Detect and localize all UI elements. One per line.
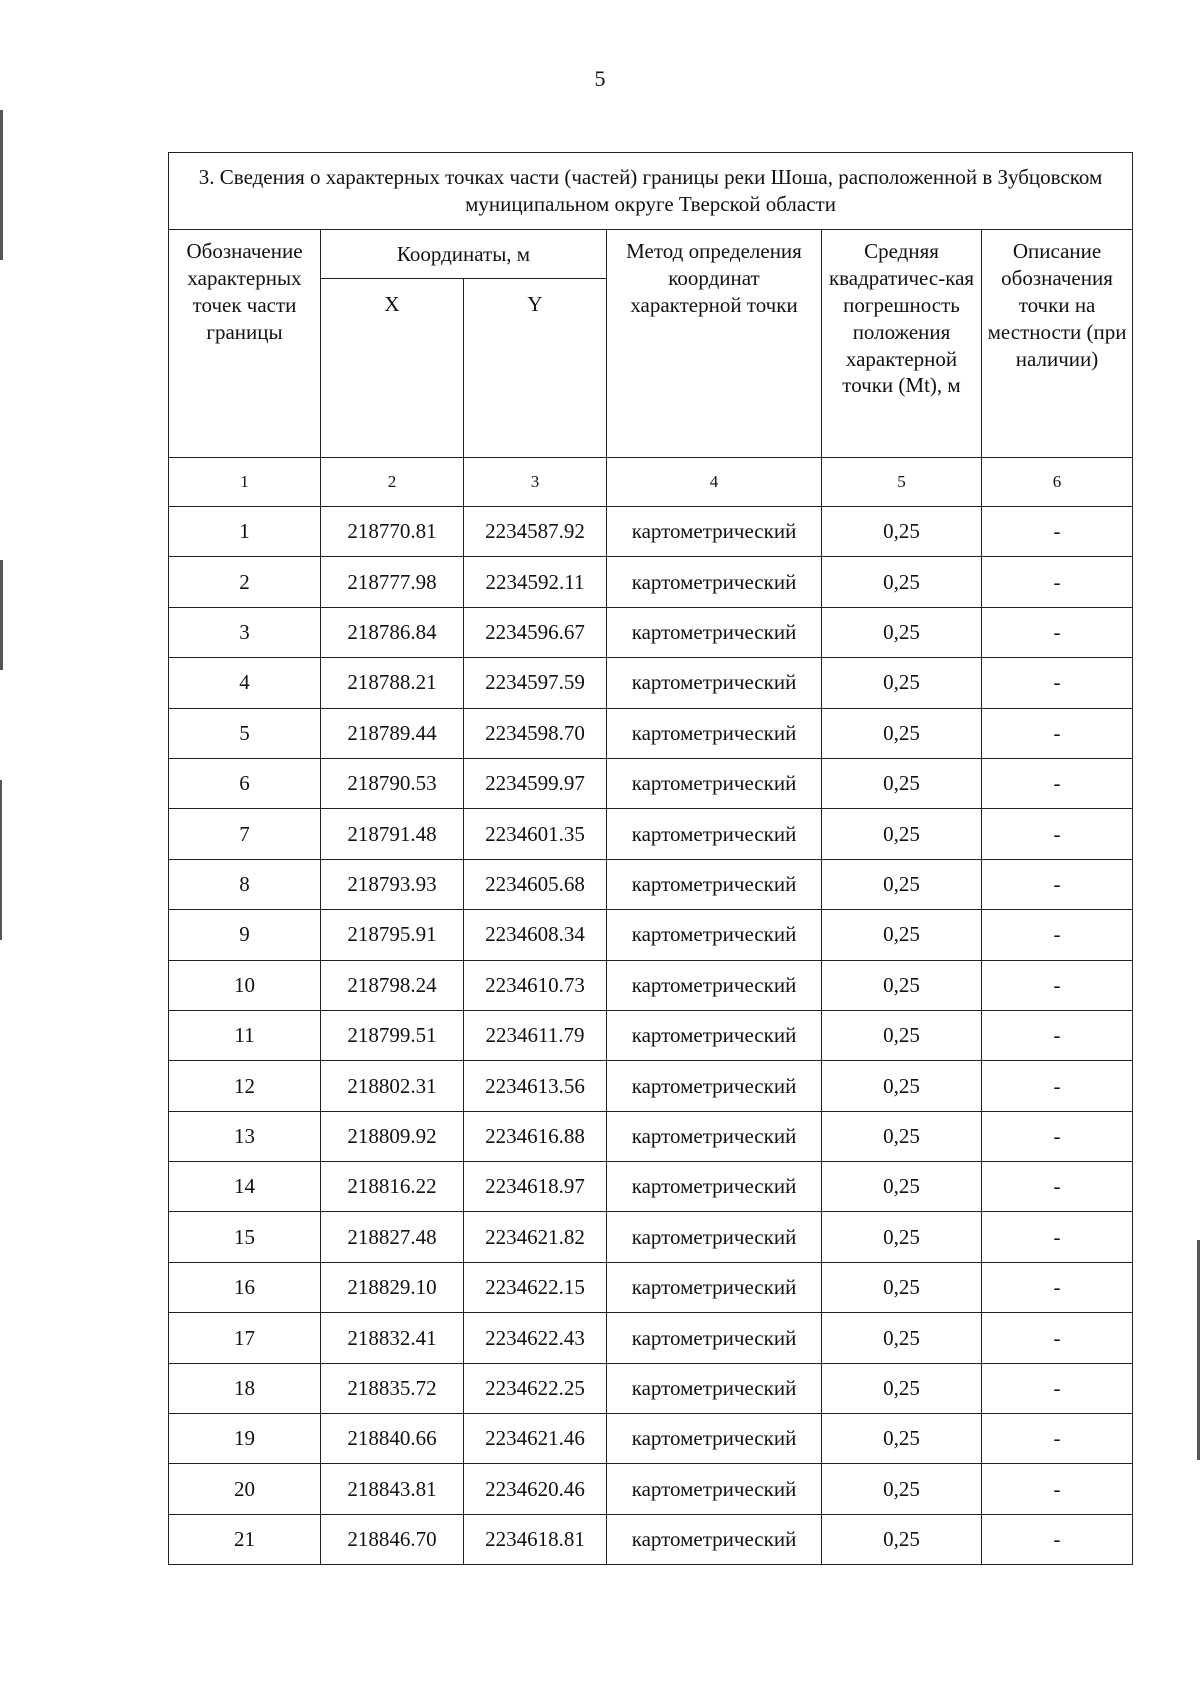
column-number: 5 [822,458,982,507]
cell-description: - [982,1514,1133,1564]
cell-point: 17 [169,1313,321,1363]
cell-description: - [982,1414,1133,1464]
cell-x: 218827.48 [321,1212,464,1262]
cell-point: 12 [169,1061,321,1111]
cell-error: 0,25 [822,1212,982,1262]
cell-point: 11 [169,1010,321,1060]
table-row [169,1212,1133,1262]
table-row [169,1262,1133,1312]
table-row [169,607,1133,657]
header-y: Y [464,279,607,458]
cell-error: 0,25 [822,910,982,960]
cell-error: 0,25 [822,1262,982,1312]
cell-error: 0,25 [822,1313,982,1363]
cell-description: - [982,507,1133,557]
cell-error: 0,25 [822,1061,982,1111]
table-row [169,557,1133,607]
column-number-row [169,458,1133,507]
cell-method: картометрический [607,960,822,1010]
cell-y: 2234592.11 [464,557,607,607]
cell-point: 21 [169,1514,321,1564]
cell-error: 0,25 [822,557,982,607]
cell-method: картометрический [607,1313,822,1363]
cell-method: картометрический [607,557,822,607]
cell-method: картометрический [607,1514,822,1564]
table-row [169,1111,1133,1161]
column-number: 3 [464,458,607,507]
cell-error: 0,25 [822,809,982,859]
cell-x: 218770.81 [321,507,464,557]
cell-y: 2234618.81 [464,1514,607,1564]
cell-point: 8 [169,859,321,909]
cell-description: - [982,960,1133,1010]
header-method: Метод определения координат характерной точки [607,230,822,458]
cell-description: - [982,1111,1133,1161]
cell-method: картометрический [607,708,822,758]
cell-error: 0,25 [822,1162,982,1212]
header-designation: Обозначение характерных точек части границы [169,230,321,458]
cell-description: - [982,607,1133,657]
cell-error: 0,25 [822,1010,982,1060]
table-row [169,1313,1133,1363]
table-row [169,658,1133,708]
cell-method: картометрический [607,658,822,708]
cell-method: картометрический [607,1061,822,1111]
cell-point: 5 [169,708,321,758]
cell-method: картометрический [607,1212,822,1262]
cell-error: 0,25 [822,708,982,758]
cell-x: 218809.92 [321,1111,464,1161]
cell-description: - [982,708,1133,758]
header-error: Средняя квадратичес-кая погрешность положения характерной точки (Mt), м [822,230,982,458]
cell-x: 218786.84 [321,607,464,657]
cell-y: 2234620.46 [464,1464,607,1514]
cell-x: 218777.98 [321,557,464,607]
cell-error: 0,25 [822,1111,982,1161]
cell-error: 0,25 [822,859,982,909]
cell-description: - [982,809,1133,859]
cell-y: 2234621.82 [464,1212,607,1262]
cell-x: 218835.72 [321,1363,464,1413]
cell-method: картометрический [607,1262,822,1312]
cell-method: картометрический [607,809,822,859]
column-number: 4 [607,458,822,507]
scan-edge-mark [0,780,2,940]
cell-y: 2234616.88 [464,1111,607,1161]
cell-y: 2234610.73 [464,960,607,1010]
table-row [169,960,1133,1010]
table-row [169,708,1133,758]
cell-method: картометрический [607,1464,822,1514]
cell-description: - [982,658,1133,708]
cell-y: 2234622.25 [464,1363,607,1413]
coordinates-table [168,152,1133,1565]
scan-edge-mark [0,110,3,260]
cell-point: 14 [169,1162,321,1212]
table-row [169,1162,1133,1212]
cell-y: 2234622.15 [464,1262,607,1312]
table-row [169,1010,1133,1060]
cell-y: 2234613.56 [464,1061,607,1111]
cell-x: 218832.41 [321,1313,464,1363]
cell-point: 2 [169,557,321,607]
header-description: Описание обозначения точки на местности (при наличии) [982,230,1133,458]
cell-y: 2234611.79 [464,1010,607,1060]
cell-x: 218795.91 [321,910,464,960]
cell-x: 218846.70 [321,1514,464,1564]
table-title: 3. Сведения о характерных точках части (частей) границы реки Шоша, расположенной в Зубцовском муниципальном округе Тверской области [169,153,1133,230]
cell-description: - [982,1010,1133,1060]
cell-description: - [982,758,1133,808]
cell-x: 218799.51 [321,1010,464,1060]
cell-description: - [982,1061,1133,1111]
cell-point: 20 [169,1464,321,1514]
cell-x: 218790.53 [321,758,464,808]
cell-point: 19 [169,1414,321,1464]
table-row [169,1514,1133,1564]
cell-method: картометрический [607,1414,822,1464]
cell-x: 218829.10 [321,1262,464,1312]
cell-point: 3 [169,607,321,657]
cell-x: 218798.24 [321,960,464,1010]
cell-method: картометрический [607,607,822,657]
cell-description: - [982,1162,1133,1212]
cell-error: 0,25 [822,658,982,708]
cell-y: 2234587.92 [464,507,607,557]
cell-y: 2234608.34 [464,910,607,960]
page-number: 5 [594,66,606,91]
cell-point: 15 [169,1212,321,1262]
cell-point: 7 [169,809,321,859]
cell-description: - [982,1464,1133,1514]
cell-description: - [982,1363,1133,1413]
cell-x: 218843.81 [321,1464,464,1514]
table-row [169,1414,1133,1464]
cell-point: 13 [169,1111,321,1161]
cell-description: - [982,1313,1133,1363]
cell-method: картометрический [607,1162,822,1212]
cell-description: - [982,1262,1133,1312]
cell-method: картометрический [607,910,822,960]
cell-method: картометрический [607,1010,822,1060]
cell-y: 2234599.97 [464,758,607,808]
table-row [169,910,1133,960]
cell-y: 2234597.59 [464,658,607,708]
cell-method: картометрический [607,1363,822,1413]
table-row [169,758,1133,808]
cell-description: - [982,557,1133,607]
cell-y: 2234598.70 [464,708,607,758]
cell-point: 4 [169,658,321,708]
cell-y: 2234621.46 [464,1414,607,1464]
cell-x: 218793.93 [321,859,464,909]
table-row [169,1363,1133,1413]
cell-error: 0,25 [822,1363,982,1413]
column-number: 1 [169,458,321,507]
header-coordinates: Координаты, м [321,230,607,279]
cell-x: 218791.48 [321,809,464,859]
cell-error: 0,25 [822,1514,982,1564]
cell-point: 9 [169,910,321,960]
cell-x: 218789.44 [321,708,464,758]
cell-error: 0,25 [822,607,982,657]
cell-y: 2234605.68 [464,859,607,909]
table-row [169,507,1133,557]
cell-point: 6 [169,758,321,808]
cell-point: 18 [169,1363,321,1413]
cell-method: картометрический [607,1111,822,1161]
cell-y: 2234601.35 [464,809,607,859]
column-number: 6 [982,458,1133,507]
table-row [169,859,1133,909]
cell-method: картометрический [607,758,822,808]
scan-edge-mark [0,560,3,670]
cell-error: 0,25 [822,758,982,808]
column-number: 2 [321,458,464,507]
cell-point: 1 [169,507,321,557]
cell-error: 0,25 [822,507,982,557]
cell-error: 0,25 [822,1464,982,1514]
cell-y: 2234596.67 [464,607,607,657]
header-x: X [321,279,464,458]
cell-x: 218840.66 [321,1414,464,1464]
table-row [169,809,1133,859]
cell-description: - [982,859,1133,909]
cell-x: 218802.31 [321,1061,464,1111]
cell-x: 218816.22 [321,1162,464,1212]
cell-point: 16 [169,1262,321,1312]
cell-method: картометрический [607,859,822,909]
cell-y: 2234618.97 [464,1162,607,1212]
cell-point: 10 [169,960,321,1010]
cell-error: 0,25 [822,960,982,1010]
cell-description: - [982,1212,1133,1262]
cell-y: 2234622.43 [464,1313,607,1363]
cell-x: 218788.21 [321,658,464,708]
table-body [169,507,1133,1565]
cell-description: - [982,910,1133,960]
cell-error: 0,25 [822,1414,982,1464]
cell-method: картометрический [607,507,822,557]
table-row [169,1061,1133,1111]
table-row [169,1464,1133,1514]
